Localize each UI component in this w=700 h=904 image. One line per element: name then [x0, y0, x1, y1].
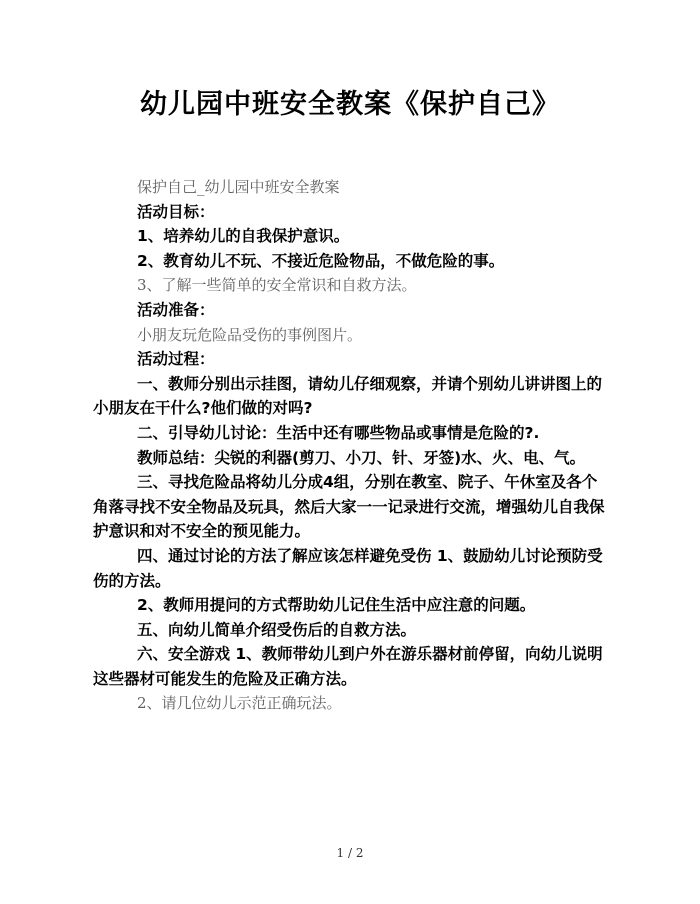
process-step-6-item-2: 2、请几位幼儿示范正确玩法。 [137, 694, 342, 713]
goal-item-3: 3、了解一些简单的安全常识和自救方法。 [137, 276, 417, 295]
section-heading-goals: 活动目标： [137, 202, 215, 221]
process-step-4-item-2: 2、教师用提问的方式帮助幼儿记住生活中应注意的问题。 [137, 596, 536, 615]
document-title: 幼儿园中班安全教案《保护自己》 [140, 89, 560, 120]
process-step-6: 六、安全游戏 1、教师带幼儿到户外在游乐器材前停留，向幼儿说明这些器材可能发生的危险及正确方法。 [93, 645, 603, 688]
section-heading-process: 活动过程： [137, 350, 215, 369]
document-body [93, 175, 605, 716]
process-step-3: 三、寻找危险品将幼儿分成4组，分别在教室、院子、午休室及各个角落寻找不安全物品及玩具，然后大家一一记录进行交流，增强幼儿自我保护意识和对不安全的预见能力。 [93, 473, 605, 541]
subtitle-line: 保护自己_幼儿园中班安全教案 [137, 178, 340, 196]
goal-item-1: 1、培养幼儿的自我保护意识。 [137, 227, 350, 246]
page-number: 1 / 2 [336, 846, 364, 860]
goal-item-2: 2、教育幼儿不玩、不接近危险物品，不做危险的事。 [137, 251, 505, 270]
process-step-1: 一、教师分别出示挂图，请幼儿仔细观察，并请个别幼儿讲讲图上的小朋友在干什么?他们做的对吗? [93, 374, 603, 418]
process-step-5: 五、向幼儿简单介绍受伤后的自救方法。 [137, 620, 417, 639]
teacher-summary: 教师总结：尖锐的利器(剪刀、小刀、针、牙签)水、火、电、气。 [137, 448, 586, 467]
section-heading-preparation: 活动准备： [137, 300, 215, 319]
preparation-text: 小朋友玩危险品受伤的事例图片。 [137, 325, 363, 344]
process-step-4: 四、通过讨论的方法了解应该怎样避免受伤 1、鼓励幼儿讨论预防受伤的方法。 [93, 546, 603, 590]
process-step-2: 二、引导幼儿讨论：生活中还有哪些物品或事情是危险的?. [137, 423, 540, 442]
